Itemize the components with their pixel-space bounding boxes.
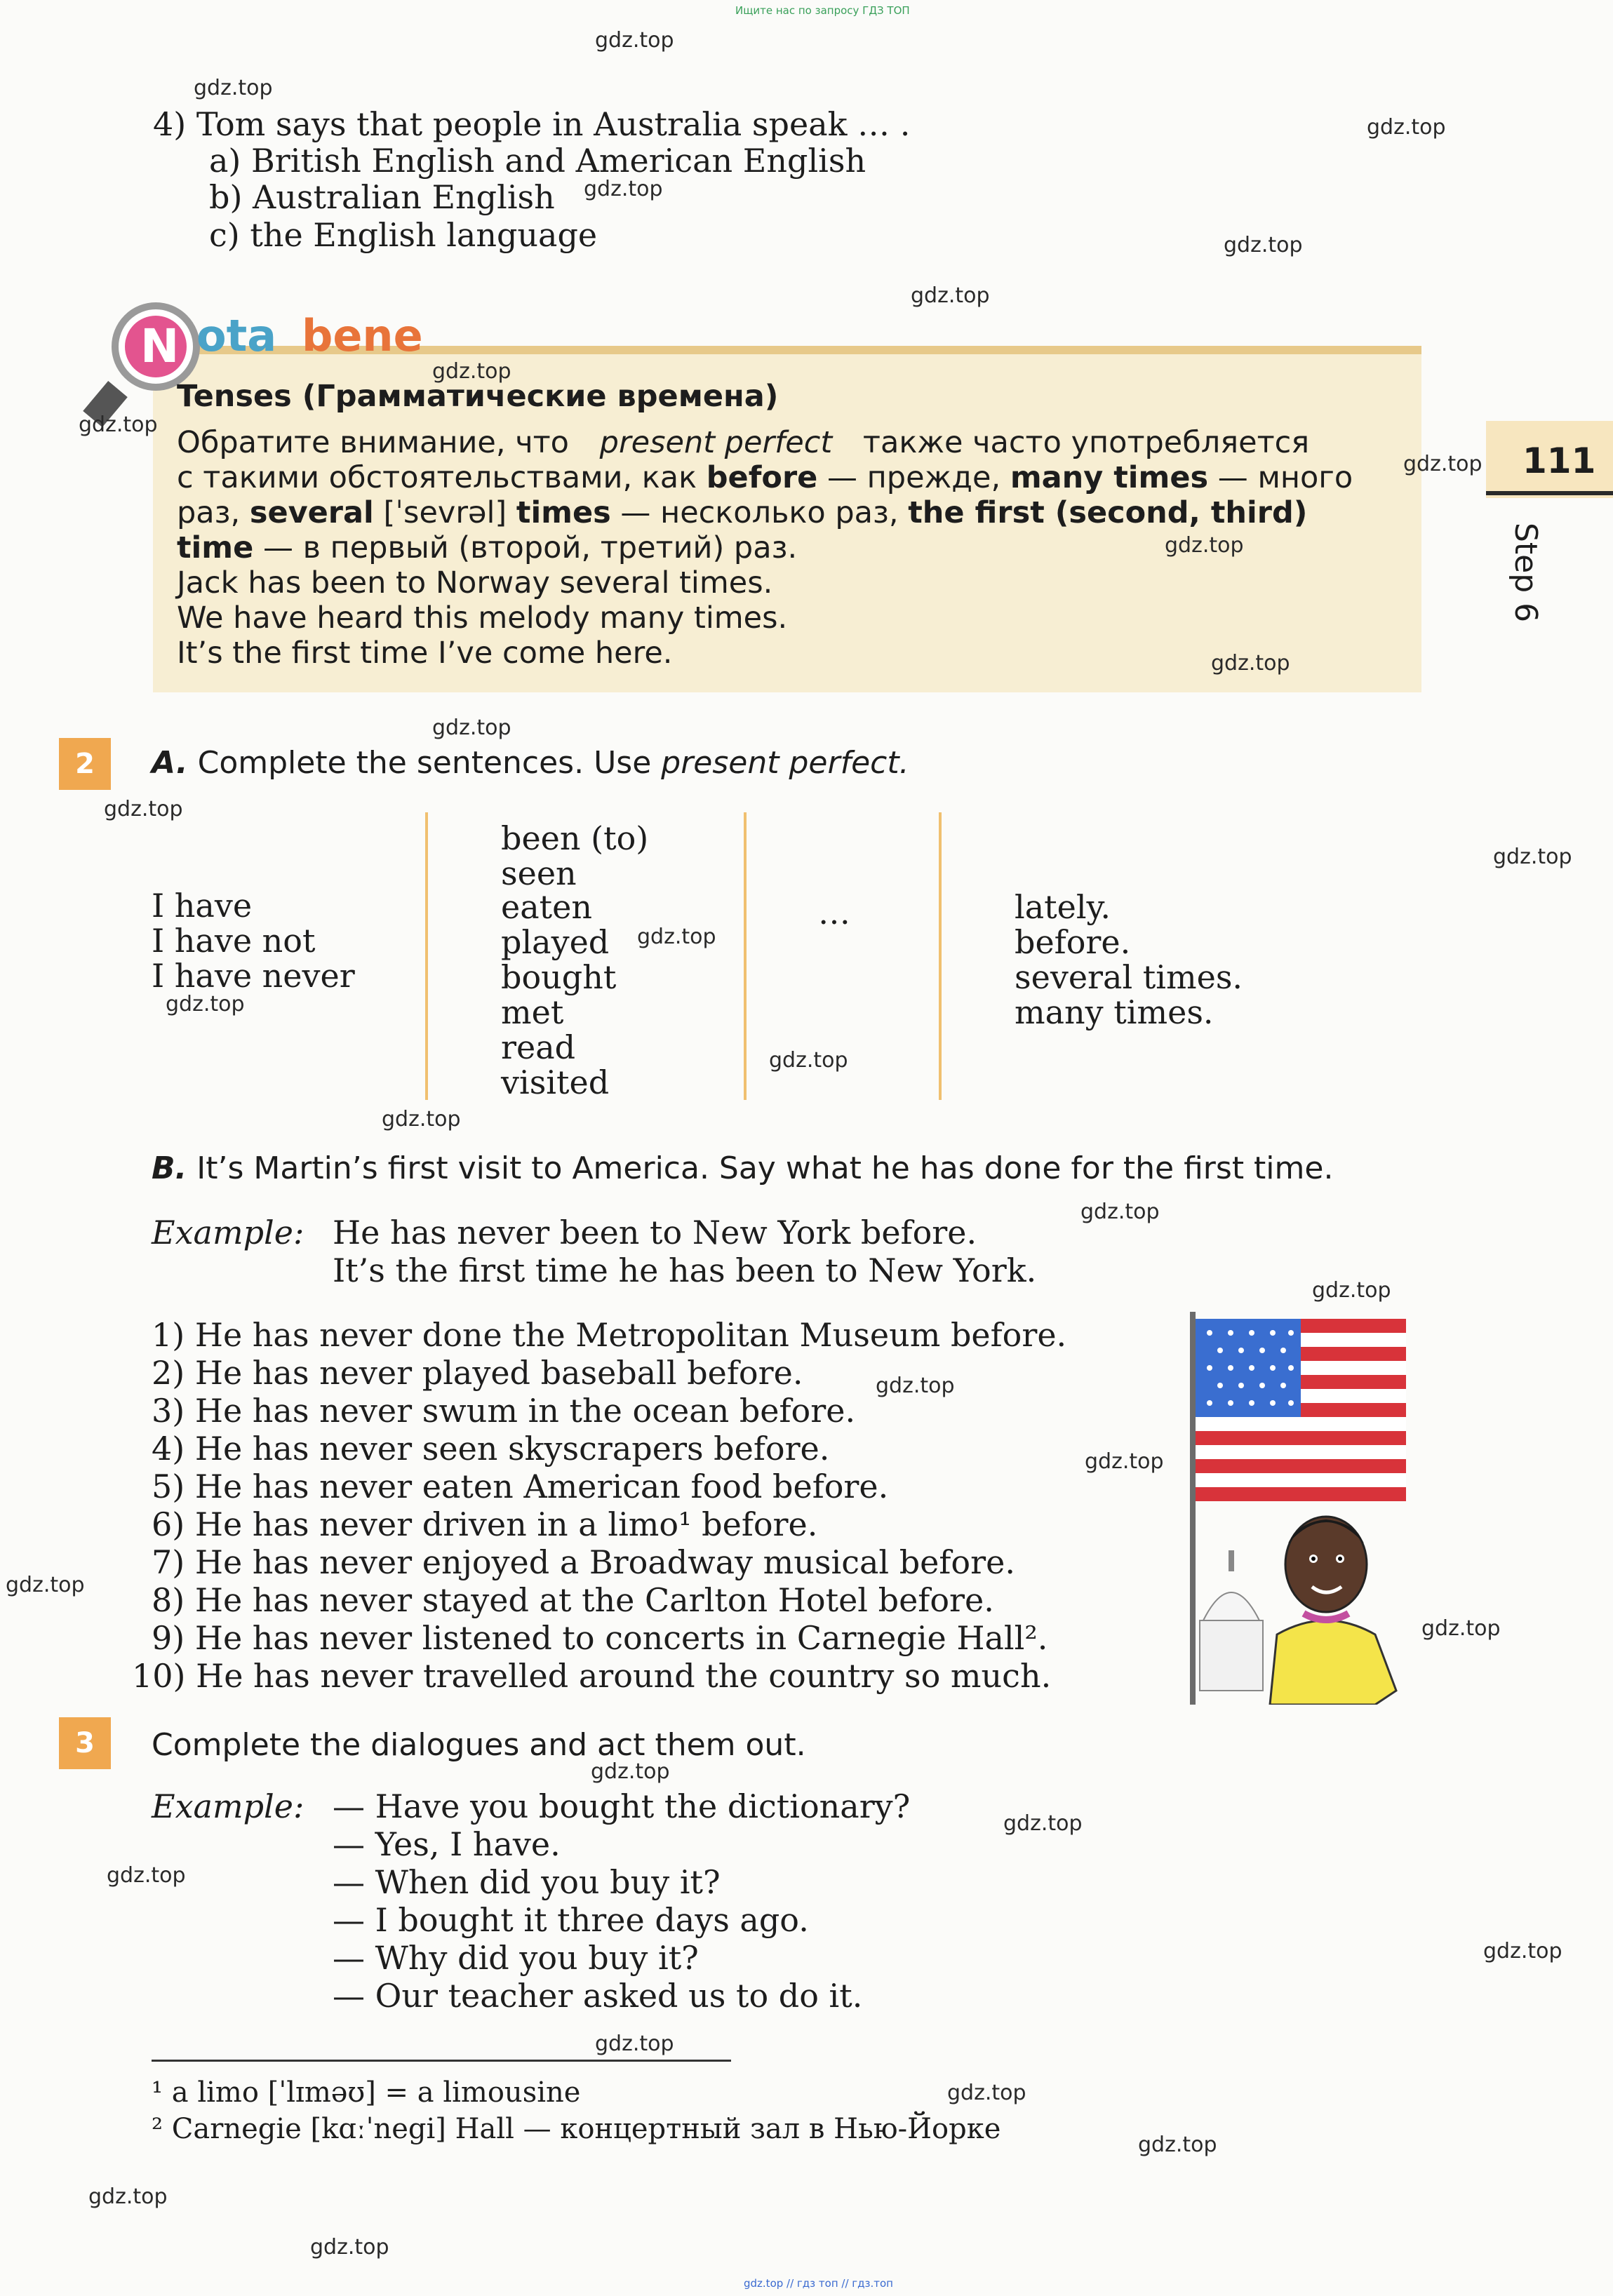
watermark: gdz.top: [432, 359, 511, 384]
table-col2-row5: bought: [501, 958, 617, 996]
watermark: gdz.top: [1483, 1939, 1562, 1963]
page-number: 111: [1522, 441, 1596, 481]
column-separator-3: [939, 812, 942, 1100]
watermark: gdz.top: [911, 283, 990, 308]
exercise-3-line-3: — When did you buy it?: [333, 1863, 721, 1901]
watermark: gdz.top: [166, 992, 245, 1016]
exercise-2b-item-7: 7) He has never enjoyed a Broadway musical before.: [152, 1543, 1015, 1581]
question-4-option-a: a) British English and American English: [209, 142, 866, 180]
exercise-3-line-1: — Have you bought the dictionary?: [333, 1787, 911, 1825]
watermark: gdz.top: [1138, 2133, 1217, 2157]
exercise-2b-item-4: 4) He has never seen skyscrapers before.: [152, 1430, 830, 1468]
exercise-3-line-6: — Our teacher asked us to do it.: [333, 1977, 863, 2015]
watermark: gdz.top: [1085, 1449, 1164, 1474]
watermark: gdz.top: [310, 2235, 389, 2260]
svg-text:bene: bene: [302, 310, 423, 361]
watermark: gdz.top: [432, 716, 511, 740]
table-col2-row3: eaten: [501, 888, 592, 926]
question-4-option-b: b) Australian English: [209, 178, 555, 216]
watermark: gdz.top: [637, 925, 716, 949]
column-separator-1: [425, 812, 428, 1100]
exercise-2b-item-3: 3) He has never swum in the ocean before.: [152, 1392, 856, 1430]
watermark: gdz.top: [194, 76, 273, 100]
watermark: gdz.top: [1493, 845, 1572, 869]
nota-bene-line-2: с такими обстоятельствами, как before — прежде, many times — много: [177, 460, 1353, 495]
nota-bene-title: Tenses (Грамматические времена): [177, 379, 779, 414]
watermark: gdz.top: [1211, 651, 1290, 676]
question-4-option-c: c) the English language: [209, 216, 598, 254]
nota-bene-example-3: It’s the first time I’ve come here.: [177, 636, 673, 671]
watermark: gdz.top: [1003, 1811, 1083, 1836]
exercise-2b-example-line-2: It’s the first time he has been to New York.: [333, 1251, 1037, 1289]
watermark: gdz.top: [382, 1107, 461, 1132]
exercise-2b-item-8: 8) He has never stayed at the Carlton Hotel before.: [152, 1581, 994, 1619]
watermark: gdz.top: [595, 28, 674, 53]
exercise-2-badge: 2: [59, 738, 111, 790]
table-col4-row4: many times.: [1015, 993, 1214, 1031]
exercise-3-instruction: Complete the dialogues and act them out.: [152, 1727, 806, 1763]
table-col4-row3: several times.: [1015, 958, 1243, 996]
watermark: gdz.top: [1165, 533, 1244, 558]
exercise-2a-instruction: A. Complete the sentences. Use present perfect.: [152, 745, 909, 781]
watermark: gdz.top: [1080, 1200, 1160, 1224]
table-col2-row4: played: [501, 923, 610, 961]
table-col4-row1: lately.: [1015, 888, 1111, 926]
bottom-note: gdz.top // гдз топ // гдз.топ: [744, 2277, 893, 2290]
page-tab-rule: [1486, 491, 1613, 495]
watermark: gdz.top: [876, 1374, 955, 1398]
watermark: gdz.top: [584, 177, 663, 201]
svg-text:N: N: [140, 319, 180, 373]
watermark: gdz.top: [1312, 1278, 1391, 1303]
watermark: gdz.top: [591, 1759, 670, 1784]
step-label: Step 6: [1508, 523, 1544, 623]
watermark: gdz.top: [79, 412, 158, 437]
exercise-3-badge: 3: [59, 1717, 111, 1769]
exercise-2b-item-1: 1) He has never done the Metropolitan Museum before.: [152, 1316, 1067, 1354]
table-col2-row2: seen: [501, 854, 577, 892]
table-col3-blank: …: [818, 894, 850, 932]
footnote-2: ² Carnegie [kɑːˈnegi] Hall — концертный зал в Нью-Йорке: [152, 2113, 1001, 2145]
exercise-2b-item-5: 5) He has never eaten American food before.: [152, 1468, 889, 1505]
table-col2-row6: met: [501, 993, 564, 1031]
exercise-3-line-2: — Yes, I have.: [333, 1825, 561, 1863]
american-flag-boy-illustration: [1186, 1312, 1417, 1705]
nota-bene-line-3: раз, several [ˈsevrəl] times — несколько раз, the first (second, third): [177, 495, 1308, 530]
exercise-2b-example-label: Example:: [152, 1214, 304, 1251]
table-col2-row8: visited: [501, 1063, 610, 1101]
watermark: gdz.top: [6, 1573, 85, 1597]
table-col1-row1: I have: [152, 887, 253, 925]
top-note: Ищите нас по запросу ГДЗ ТОП: [735, 4, 910, 17]
watermark: gdz.top: [1421, 1616, 1501, 1641]
svg-text:ota: ota: [196, 310, 277, 361]
exercise-2b-example-line-1: He has never been to New York before.: [333, 1214, 977, 1251]
nota-bene-line-4: time — в первый (второй, третий) раз.: [177, 530, 798, 565]
watermark: gdz.top: [947, 2081, 1026, 2105]
watermark: gdz.top: [88, 2184, 168, 2209]
exercise-2b-instruction: B. It’s Martin’s first visit to America. Say what he has done for the first time.: [152, 1150, 1334, 1186]
watermark: gdz.top: [104, 797, 183, 821]
watermark: gdz.top: [107, 1863, 186, 1888]
nota-bene-example-1: Jack has been to Norway several times.: [177, 565, 773, 600]
exercise-3-line-5: — Why did you buy it?: [333, 1939, 699, 1977]
exercise-2b-item-6: 6) He has never driven in a limo¹ before.: [152, 1505, 818, 1543]
table-col4-row2: before.: [1015, 923, 1131, 961]
table-col1-row3: I have never: [152, 957, 355, 995]
table-col1-row2: I have not: [152, 922, 316, 960]
question-4-stem: 4) Tom says that people in Australia speak … .: [153, 105, 911, 143]
exercise-2b-item-2: 2) He has never played baseball before.: [152, 1354, 803, 1392]
footnote-divider: [152, 2060, 731, 2062]
watermark: gdz.top: [1367, 115, 1446, 140]
nota-bene-example-2: We have heard this melody many times.: [177, 600, 788, 636]
column-separator-2: [744, 812, 747, 1100]
footnote-1: ¹ a limo [ˈlɪməʊ] = a limousine: [152, 2076, 581, 2109]
watermark: gdz.top: [1403, 452, 1483, 476]
watermark: gdz.top: [1224, 233, 1303, 257]
table-col2-row1: been (to): [501, 819, 649, 857]
exercise-2b-item-10: 10) He has never travelled around the country so much.: [132, 1657, 1052, 1695]
exercise-3-example-label: Example:: [152, 1787, 304, 1825]
exercise-2b-item-9: 9) He has never listened to concerts in Carnegie Hall².: [152, 1619, 1048, 1657]
nota-bene-line-1: Обратите внимание, что present perfect также часто употребляется: [177, 425, 1310, 460]
table-col2-row7: read: [501, 1028, 576, 1066]
exercise-3-line-4: — I bought it three days ago.: [333, 1901, 809, 1939]
watermark: gdz.top: [595, 2032, 674, 2056]
watermark: gdz.top: [769, 1048, 848, 1073]
